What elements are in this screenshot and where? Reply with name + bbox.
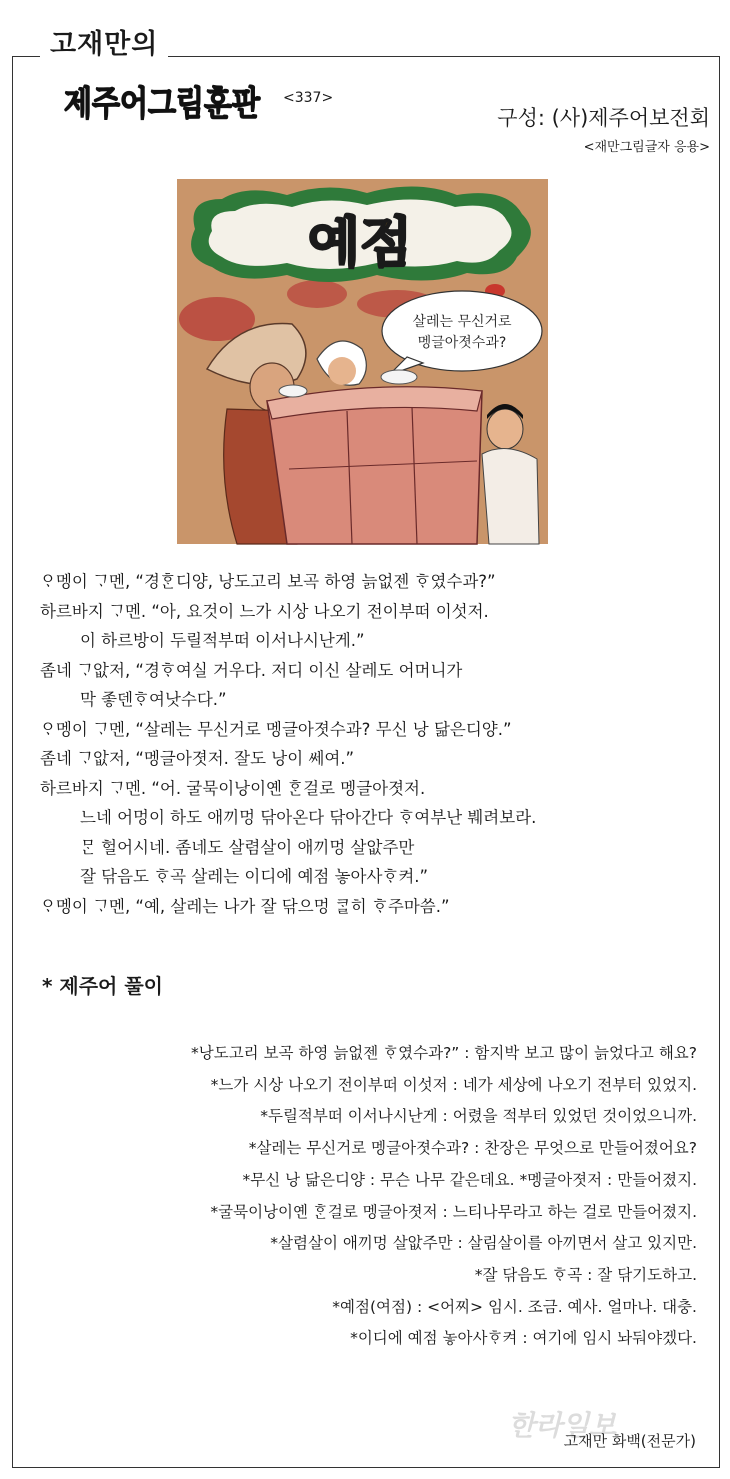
speech-line-2: 멩글아졋수과? bbox=[417, 335, 507, 351]
dialogue-line: ᄆᆞᆫ 헐어시네. 좀네도 살렴살이 애끼멍 살앖주만 bbox=[80, 837, 415, 857]
dialogue-line: 하르바지 ᄀᆞ멘. “아, 요것이 느가 시상 나오기 전이부떠 이섯저. bbox=[40, 601, 489, 621]
dialogue-line: ᄋᆞ멩이 ᄀᆞ멘, “예, 살레는 나가 잘 닦으멍 ᄏᆞᆯ히 ᄒᆞ주마씀.” bbox=[40, 896, 450, 916]
bowl-icon bbox=[381, 370, 417, 384]
woman-face bbox=[328, 357, 356, 385]
watermark: 한라일보 bbox=[508, 1409, 617, 1442]
dialogue-line: 이 하르방이 두릴적부떠 이서나시난게.” bbox=[80, 631, 365, 650]
author-credit: 고재만 화백(전문가) bbox=[563, 1432, 696, 1450]
dialogue-line: ᄋᆞ멩이 ᄀᆞ멘, “경ᄒᆞᆫ디양, 낭도고리 보곡 하영 늙없젠 ᄒᆞ였수과?” bbox=[40, 572, 496, 591]
glossary-list bbox=[57, 1038, 697, 1355]
child-body bbox=[482, 449, 539, 544]
banner-text: 예점 bbox=[307, 211, 413, 274]
glossary-item: *무신 낭 닮은디양 : 무슨 나무 같은데요. *멩글아졋저 : 만들어졌지. bbox=[242, 1170, 697, 1189]
glossary-item: *굴묵이낭이옌 ᄒᆞᆫ걸로 멩글아졋저 : 느티나무라고 하는 걸로 만들어졌지. bbox=[210, 1202, 697, 1221]
glossary-item: *예점(여점) : <어찌> 임시. 조금. 예사. 얼마나. 대충. bbox=[332, 1297, 697, 1316]
glossary-item: *두릴적부떠 이서나시난게 : 어렸을 적부터 있었던 것이었으니까. bbox=[260, 1107, 697, 1126]
illustration bbox=[177, 179, 548, 544]
dialogue-line: ᄋᆞ멩이 ᄀᆞ멘, “살레는 무신거로 멩글아졋수과? 무신 낭 닮은디양.” bbox=[40, 719, 512, 739]
glossary-item: *느가 시상 나오기 전이부떠 이섯저 : 네가 세상에 나오기 전부터 있었지. bbox=[210, 1075, 697, 1094]
speech-line-1: 살레는 무신거로 bbox=[412, 314, 512, 330]
dialogue-line: 좀네 ᄀᆞ앖저, “경ᄒᆞ여실 거우다. 저디 이신 살레도 어머니가 bbox=[40, 660, 463, 680]
child-face bbox=[487, 409, 523, 449]
series-logo bbox=[62, 78, 262, 124]
glossary-item: *낭도고리 보곡 하영 늙없젠 ᄒᆞ였수과?” : 함지박 보고 많이 늙었다고 해요? bbox=[191, 1044, 697, 1062]
dialogue-line: 느네 어멍이 하도 애끼멍 닦아온다 닦아간다 ᄒᆞ여부난 붸려보라. bbox=[80, 808, 537, 827]
dialogue-line: 잘 닦음도 ᄒᆞ곡 살레는 이디에 예점 놓아사ᄒᆞ켜.” bbox=[80, 867, 429, 886]
glossary-item: *잘 닦음도 ᄒᆞ곡 : 잘 닦기도하고. bbox=[474, 1265, 697, 1284]
dialogue-line: 좀네 ᄀᆞ앖저, “멩글아졋저. 잘도 낭이 쎄여.” bbox=[40, 749, 355, 768]
glossary-item: *이디에 예점 놓아사ᄒᆞ켜 : 여기에 임시 놔둬야겠다. bbox=[350, 1329, 697, 1348]
glossary-heading: * 제주어 풀이 bbox=[42, 974, 163, 998]
credit-line: 구성: (사)제주어보전회 bbox=[497, 106, 710, 130]
credit-subline: <재만그림글자 응용> bbox=[583, 140, 710, 155]
glossary-item: *살렴살이 애끼멍 살앖주만 : 살림살이를 아끼면서 살고 있지만. bbox=[270, 1234, 697, 1253]
dialogue-line: 하르바지 ᄀᆞ멘. “어. 굴묵이낭이옌 ᄒᆞᆫ걸로 멩글아졋저. bbox=[40, 778, 426, 798]
dialogue-text bbox=[40, 567, 710, 921]
dialogue-line: 막 좋덴ᄒᆞ여낫수다.” bbox=[80, 690, 227, 709]
series-logo-text: 제주어그림훈판 bbox=[64, 84, 261, 124]
issue-number: <337> bbox=[283, 90, 334, 106]
page-title: 고재만의 bbox=[40, 22, 168, 61]
glossary-item: *살레는 무신거로 멩글아졋수과? : 찬장은 무엇으로 만들어졌어요? bbox=[248, 1139, 697, 1158]
